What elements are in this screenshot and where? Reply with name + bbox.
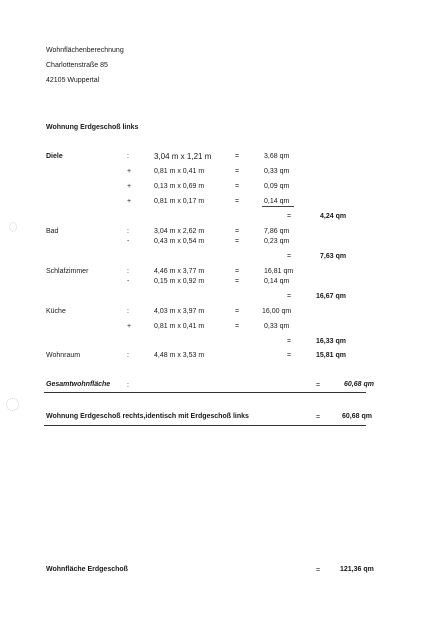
doc-title: Wohnflächenberechnung: [46, 47, 124, 54]
result: 7,86 qm: [264, 228, 290, 235]
room-total-schlafzimmer: 16,67 qm: [316, 293, 346, 300]
scan-mark: [6, 398, 19, 411]
op: +: [127, 183, 132, 190]
op: :: [127, 382, 129, 389]
calc: 0,81 m x 0,41 m: [154, 323, 205, 330]
total-eq: =: [287, 213, 292, 220]
room-total-diele: 4,24 qm: [320, 213, 347, 220]
eq: =: [235, 238, 240, 245]
room-total-kueche: 16,33 qm: [316, 338, 346, 345]
total-eq: =: [316, 567, 321, 574]
op: :: [127, 308, 129, 315]
eq: =: [235, 308, 240, 315]
rechts-value: 60,68 qm: [342, 413, 372, 420]
op: :: [127, 153, 129, 160]
result: 16,00 qm: [262, 308, 292, 315]
result: 0,33 qm: [264, 323, 290, 330]
calc: 4,48 m x 3,53 m: [154, 352, 205, 359]
section-title: Wohnung Erdgeschoß links: [46, 124, 139, 131]
op: +: [127, 198, 132, 205]
result: 0,23 qm: [264, 238, 290, 245]
total-label: Gesamtwohnfläche: [46, 381, 111, 388]
eq: =: [235, 168, 240, 175]
eg-label: Wohnfläche Erdgeschoß: [46, 566, 128, 573]
op: +: [127, 168, 132, 175]
calc: 4,46 m x 3,77 m: [154, 268, 205, 275]
op: +: [127, 323, 132, 330]
calc: 3,04 m x 1,21 m: [154, 152, 212, 161]
result: 16,81 qm: [264, 268, 294, 275]
eg-value: 121,36 qm: [340, 566, 374, 573]
room-name-kueche: Küche: [46, 308, 66, 315]
room-total-wohnraum: 15,81 qm: [316, 352, 346, 359]
calc: 4,03 m x 3,97 m: [154, 308, 205, 315]
scan-mark: [9, 222, 17, 232]
room-total-bad: 7,63 qm: [320, 253, 347, 260]
result: 0,14 qm: [264, 198, 290, 205]
result: 0,09 qm: [264, 183, 290, 190]
result: 0,33 qm: [264, 168, 290, 175]
room-name-wohnraum: Wohnraum: [46, 352, 81, 359]
room-name-diele: Diele: [46, 153, 63, 160]
eq: =: [235, 183, 240, 190]
total-eq: =: [287, 338, 292, 345]
room-name-bad: Bad: [46, 228, 59, 235]
total-eq: =: [287, 293, 292, 300]
calc: 0,81 m x 0,17 m: [154, 198, 205, 205]
op: :: [127, 352, 129, 359]
calc: 0,43 m x 0,54 m: [154, 238, 205, 245]
room-name-schlafzimmer: Schlafzimmer: [46, 268, 89, 275]
op: -: [127, 238, 130, 245]
eq: =: [235, 268, 240, 275]
total-eq: =: [287, 352, 292, 359]
total-eq: =: [316, 382, 321, 389]
sum-underline: [262, 206, 294, 207]
total-eq: =: [316, 414, 321, 421]
eq: =: [235, 323, 240, 330]
total-eq: =: [287, 253, 292, 260]
calc: 0,15 m x 0,92 m: [154, 278, 205, 285]
total-underline: [44, 392, 366, 393]
total-value: 60,68 qm: [344, 381, 374, 388]
address-city: 42105 Wuppertal: [46, 77, 100, 84]
calc: 3,04 m x 2,62 m: [154, 228, 205, 235]
op: -: [127, 278, 130, 285]
op: :: [127, 268, 129, 275]
eq: =: [235, 153, 240, 160]
rechts-underline: [44, 425, 366, 426]
op: :: [127, 228, 129, 235]
result: 0,14 qm: [264, 278, 290, 285]
eq: =: [235, 198, 240, 205]
result: 3,68 qm: [264, 153, 290, 160]
eq: =: [235, 278, 240, 285]
calc: 0,81 m x 0,41 m: [154, 168, 205, 175]
eq: =: [235, 228, 240, 235]
rechts-label: Wohnung Erdgeschoß rechts,identisch mit Erdgeschoß links: [46, 413, 249, 420]
calc: 0,13 m x 0,69 m: [154, 183, 205, 190]
address-street: Charlottenstraße 85: [46, 62, 108, 69]
